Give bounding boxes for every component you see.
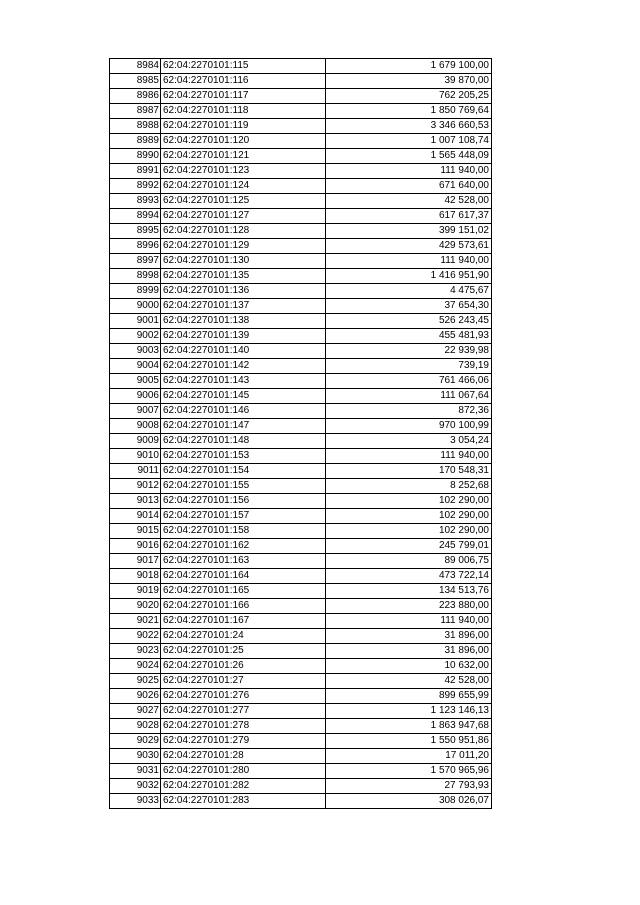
cadastral-number-cell: 62:04:2270101:139 bbox=[161, 329, 326, 344]
value-cell: 671 640,00 bbox=[326, 179, 492, 194]
value-cell: 473 722,14 bbox=[326, 569, 492, 584]
row-number-cell: 8997 bbox=[110, 254, 161, 269]
cadastral-number-cell: 62:04:2270101:123 bbox=[161, 164, 326, 179]
table-row bbox=[110, 194, 492, 209]
table-row bbox=[110, 299, 492, 314]
cadastral-number-cell: 62:04:2270101:130 bbox=[161, 254, 326, 269]
cadastral-number-cell: 62:04:2270101:147 bbox=[161, 419, 326, 434]
table-row bbox=[110, 434, 492, 449]
value-cell: 102 290,00 bbox=[326, 524, 492, 539]
table-row bbox=[110, 449, 492, 464]
row-number-cell: 9023 bbox=[110, 644, 161, 659]
value-cell: 455 481,93 bbox=[326, 329, 492, 344]
row-number-cell: 9019 bbox=[110, 584, 161, 599]
row-number-cell: 9029 bbox=[110, 734, 161, 749]
table-row bbox=[110, 239, 492, 254]
cadastral-number-cell: 62:04:2270101:282 bbox=[161, 779, 326, 794]
value-cell: 102 290,00 bbox=[326, 494, 492, 509]
value-cell: 3 346 660,53 bbox=[326, 119, 492, 134]
value-cell: 4 475,67 bbox=[326, 284, 492, 299]
cadastral-number-cell: 62:04:2270101:155 bbox=[161, 479, 326, 494]
cadastral-number-cell: 62:04:2270101:157 bbox=[161, 509, 326, 524]
value-cell: 762 205,25 bbox=[326, 89, 492, 104]
table-row bbox=[110, 314, 492, 329]
row-number-cell: 9003 bbox=[110, 344, 161, 359]
row-number-cell: 9026 bbox=[110, 689, 161, 704]
value-cell: 10 632,00 bbox=[326, 659, 492, 674]
value-cell: 8 252,68 bbox=[326, 479, 492, 494]
row-number-cell: 9020 bbox=[110, 599, 161, 614]
row-number-cell: 9008 bbox=[110, 419, 161, 434]
row-number-cell: 9005 bbox=[110, 374, 161, 389]
cadastral-number-cell: 62:04:2270101:137 bbox=[161, 299, 326, 314]
row-number-cell: 8999 bbox=[110, 284, 161, 299]
cadastral-number-cell: 62:04:2270101:27 bbox=[161, 674, 326, 689]
cadastral-number-cell: 62:04:2270101:28 bbox=[161, 749, 326, 764]
value-cell: 89 006,75 bbox=[326, 554, 492, 569]
value-cell: 170 548,31 bbox=[326, 464, 492, 479]
row-number-cell: 9024 bbox=[110, 659, 161, 674]
cadastral-number-cell: 62:04:2270101:119 bbox=[161, 119, 326, 134]
table-row bbox=[110, 284, 492, 299]
value-cell: 42 528,00 bbox=[326, 674, 492, 689]
value-cell: 1 123 146,13 bbox=[326, 704, 492, 719]
cadastral-number-cell: 62:04:2270101:136 bbox=[161, 284, 326, 299]
table-body bbox=[110, 59, 492, 809]
table-row bbox=[110, 539, 492, 554]
table-row bbox=[110, 134, 492, 149]
table-row bbox=[110, 359, 492, 374]
cadastral-number-cell: 62:04:2270101:162 bbox=[161, 539, 326, 554]
cadastral-number-cell: 62:04:2270101:115 bbox=[161, 59, 326, 74]
table-row bbox=[110, 149, 492, 164]
cadastral-number-cell: 62:04:2270101:26 bbox=[161, 659, 326, 674]
table-row bbox=[110, 404, 492, 419]
value-cell: 3 054,24 bbox=[326, 434, 492, 449]
value-cell: 308 026,07 bbox=[326, 794, 492, 809]
value-cell: 899 655,99 bbox=[326, 689, 492, 704]
row-number-cell: 9031 bbox=[110, 764, 161, 779]
table-row bbox=[110, 494, 492, 509]
row-number-cell: 9009 bbox=[110, 434, 161, 449]
table-row bbox=[110, 329, 492, 344]
cadastral-number-cell: 62:04:2270101:125 bbox=[161, 194, 326, 209]
row-number-cell: 9012 bbox=[110, 479, 161, 494]
table-row bbox=[110, 74, 492, 89]
row-number-cell: 9025 bbox=[110, 674, 161, 689]
cadastral-number-cell: 62:04:2270101:135 bbox=[161, 269, 326, 284]
row-number-cell: 9002 bbox=[110, 329, 161, 344]
cadastral-number-cell: 62:04:2270101:24 bbox=[161, 629, 326, 644]
cadastral-number-cell: 62:04:2270101:280 bbox=[161, 764, 326, 779]
row-number-cell: 9022 bbox=[110, 629, 161, 644]
row-number-cell: 9017 bbox=[110, 554, 161, 569]
cadastral-number-cell: 62:04:2270101:143 bbox=[161, 374, 326, 389]
value-cell: 22 939,98 bbox=[326, 344, 492, 359]
value-cell: 526 243,45 bbox=[326, 314, 492, 329]
row-number-cell: 9010 bbox=[110, 449, 161, 464]
cadastral-number-cell: 62:04:2270101:154 bbox=[161, 464, 326, 479]
row-number-cell: 8989 bbox=[110, 134, 161, 149]
table-row bbox=[110, 554, 492, 569]
value-cell: 37 654,30 bbox=[326, 299, 492, 314]
value-cell: 1 863 947,68 bbox=[326, 719, 492, 734]
table-row bbox=[110, 479, 492, 494]
table-row bbox=[110, 389, 492, 404]
cadastral-number-cell: 62:04:2270101:25 bbox=[161, 644, 326, 659]
cadastral-number-cell: 62:04:2270101:120 bbox=[161, 134, 326, 149]
cadastral-number-cell: 62:04:2270101:164 bbox=[161, 569, 326, 584]
cadastral-number-cell: 62:04:2270101:128 bbox=[161, 224, 326, 239]
table-row bbox=[110, 59, 492, 74]
table-row bbox=[110, 419, 492, 434]
cadastral-value-table bbox=[109, 58, 492, 809]
table-row bbox=[110, 584, 492, 599]
cadastral-number-cell: 62:04:2270101:283 bbox=[161, 794, 326, 809]
row-number-cell: 9001 bbox=[110, 314, 161, 329]
row-number-cell: 9011 bbox=[110, 464, 161, 479]
cadastral-number-cell: 62:04:2270101:124 bbox=[161, 179, 326, 194]
table-row bbox=[110, 734, 492, 749]
cadastral-number-cell: 62:04:2270101:118 bbox=[161, 104, 326, 119]
value-cell: 245 799,01 bbox=[326, 539, 492, 554]
cadastral-number-cell: 62:04:2270101:167 bbox=[161, 614, 326, 629]
table-row bbox=[110, 614, 492, 629]
table-row bbox=[110, 779, 492, 794]
cadastral-number-cell: 62:04:2270101:140 bbox=[161, 344, 326, 359]
value-cell: 1 679 100,00 bbox=[326, 59, 492, 74]
table-row bbox=[110, 344, 492, 359]
row-number-cell: 9021 bbox=[110, 614, 161, 629]
value-cell: 399 151,02 bbox=[326, 224, 492, 239]
row-number-cell: 9018 bbox=[110, 569, 161, 584]
value-cell: 429 573,61 bbox=[326, 239, 492, 254]
row-number-cell: 8993 bbox=[110, 194, 161, 209]
row-number-cell: 8991 bbox=[110, 164, 161, 179]
cadastral-number-cell: 62:04:2270101:153 bbox=[161, 449, 326, 464]
value-cell: 970 100,99 bbox=[326, 419, 492, 434]
table-row bbox=[110, 89, 492, 104]
cadastral-number-cell: 62:04:2270101:277 bbox=[161, 704, 326, 719]
cadastral-number-cell: 62:04:2270101:148 bbox=[161, 434, 326, 449]
row-number-cell: 8996 bbox=[110, 239, 161, 254]
table-row bbox=[110, 164, 492, 179]
row-number-cell: 9006 bbox=[110, 389, 161, 404]
cadastral-number-cell: 62:04:2270101:276 bbox=[161, 689, 326, 704]
table-row bbox=[110, 524, 492, 539]
table-row bbox=[110, 509, 492, 524]
row-number-cell: 8998 bbox=[110, 269, 161, 284]
value-cell: 223 880,00 bbox=[326, 599, 492, 614]
cadastral-number-cell: 62:04:2270101:142 bbox=[161, 359, 326, 374]
row-number-cell: 8995 bbox=[110, 224, 161, 239]
row-number-cell: 9027 bbox=[110, 704, 161, 719]
value-cell: 1 550 951,86 bbox=[326, 734, 492, 749]
value-cell: 17 011,20 bbox=[326, 749, 492, 764]
row-number-cell: 9007 bbox=[110, 404, 161, 419]
row-number-cell: 8992 bbox=[110, 179, 161, 194]
value-cell: 102 290,00 bbox=[326, 509, 492, 524]
value-cell: 111 940,00 bbox=[326, 614, 492, 629]
table-row bbox=[110, 659, 492, 674]
value-cell: 1 007 108,74 bbox=[326, 134, 492, 149]
cadastral-number-cell: 62:04:2270101:279 bbox=[161, 734, 326, 749]
row-number-cell: 9014 bbox=[110, 509, 161, 524]
row-number-cell: 9015 bbox=[110, 524, 161, 539]
row-number-cell: 8984 bbox=[110, 59, 161, 74]
value-cell: 31 896,00 bbox=[326, 629, 492, 644]
cadastral-number-cell: 62:04:2270101:166 bbox=[161, 599, 326, 614]
row-number-cell: 9013 bbox=[110, 494, 161, 509]
cadastral-number-cell: 62:04:2270101:163 bbox=[161, 554, 326, 569]
row-number-cell: 8994 bbox=[110, 209, 161, 224]
cadastral-number-cell: 62:04:2270101:127 bbox=[161, 209, 326, 224]
table-row bbox=[110, 269, 492, 284]
table-row bbox=[110, 254, 492, 269]
value-cell: 1 416 951,90 bbox=[326, 269, 492, 284]
table-row bbox=[110, 704, 492, 719]
value-cell: 1 850 769,64 bbox=[326, 104, 492, 119]
value-cell: 111 940,00 bbox=[326, 164, 492, 179]
row-number-cell: 8990 bbox=[110, 149, 161, 164]
table-row bbox=[110, 749, 492, 764]
value-cell: 1 565 448,09 bbox=[326, 149, 492, 164]
cadastral-number-cell: 62:04:2270101:158 bbox=[161, 524, 326, 539]
value-cell: 111 940,00 bbox=[326, 449, 492, 464]
row-number-cell: 8985 bbox=[110, 74, 161, 89]
table-row bbox=[110, 764, 492, 779]
table-row bbox=[110, 224, 492, 239]
table-row bbox=[110, 104, 492, 119]
cadastral-number-cell: 62:04:2270101:117 bbox=[161, 89, 326, 104]
value-cell: 739,19 bbox=[326, 359, 492, 374]
table-row bbox=[110, 569, 492, 584]
row-number-cell: 9000 bbox=[110, 299, 161, 314]
row-number-cell: 9030 bbox=[110, 749, 161, 764]
value-cell: 39 870,00 bbox=[326, 74, 492, 89]
cadastral-number-cell: 62:04:2270101:278 bbox=[161, 719, 326, 734]
value-cell: 761 466,06 bbox=[326, 374, 492, 389]
row-number-cell: 9004 bbox=[110, 359, 161, 374]
cadastral-number-cell: 62:04:2270101:138 bbox=[161, 314, 326, 329]
table-row bbox=[110, 119, 492, 134]
table-row bbox=[110, 719, 492, 734]
value-cell: 42 528,00 bbox=[326, 194, 492, 209]
value-cell: 111 067,64 bbox=[326, 389, 492, 404]
value-cell: 872,36 bbox=[326, 404, 492, 419]
value-cell: 31 896,00 bbox=[326, 644, 492, 659]
row-number-cell: 9028 bbox=[110, 719, 161, 734]
table-row bbox=[110, 179, 492, 194]
cadastral-number-cell: 62:04:2270101:156 bbox=[161, 494, 326, 509]
value-cell: 1 570 965,96 bbox=[326, 764, 492, 779]
table-row bbox=[110, 629, 492, 644]
value-cell: 27 793,93 bbox=[326, 779, 492, 794]
table-row bbox=[110, 794, 492, 809]
cadastral-number-cell: 62:04:2270101:145 bbox=[161, 389, 326, 404]
cadastral-number-cell: 62:04:2270101:146 bbox=[161, 404, 326, 419]
row-number-cell: 8986 bbox=[110, 89, 161, 104]
cadastral-number-cell: 62:04:2270101:121 bbox=[161, 149, 326, 164]
value-cell: 134 513,76 bbox=[326, 584, 492, 599]
row-number-cell: 9016 bbox=[110, 539, 161, 554]
table-row bbox=[110, 599, 492, 614]
cadastral-number-cell: 62:04:2270101:129 bbox=[161, 239, 326, 254]
table-row bbox=[110, 374, 492, 389]
table-row bbox=[110, 644, 492, 659]
table-row bbox=[110, 209, 492, 224]
value-cell: 617 617,37 bbox=[326, 209, 492, 224]
row-number-cell: 8987 bbox=[110, 104, 161, 119]
row-number-cell: 9032 bbox=[110, 779, 161, 794]
row-number-cell: 9033 bbox=[110, 794, 161, 809]
table-row bbox=[110, 689, 492, 704]
row-number-cell: 8988 bbox=[110, 119, 161, 134]
value-cell: 111 940,00 bbox=[326, 254, 492, 269]
table-row bbox=[110, 674, 492, 689]
cadastral-number-cell: 62:04:2270101:165 bbox=[161, 584, 326, 599]
table-row bbox=[110, 464, 492, 479]
cadastral-number-cell: 62:04:2270101:116 bbox=[161, 74, 326, 89]
